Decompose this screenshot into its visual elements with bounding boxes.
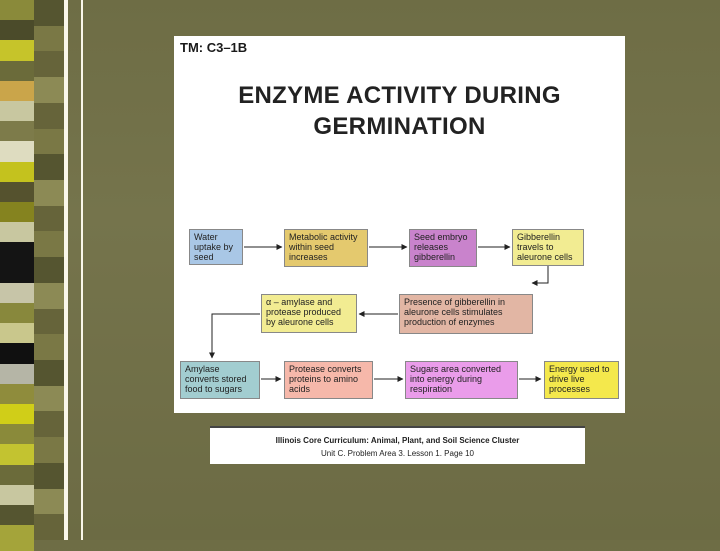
decorative-vertical-line	[64, 0, 68, 540]
stripe-square-right	[34, 77, 64, 103]
stripe-square	[0, 525, 34, 551]
stripe-square-right	[34, 463, 64, 489]
box-gibberellin-travels: Gibberellin travels to aleurone cells	[512, 229, 584, 266]
box-alpha-amylase: α – amylase and protease produced by aleurone cells	[261, 294, 357, 333]
stripe-square-right	[34, 206, 64, 232]
stripe-square-right	[34, 0, 64, 26]
box-seed-embryo: Seed embryo releases gibberellin	[409, 229, 477, 267]
stripe-square-right	[34, 489, 64, 515]
tm-label: TM: C3–1B	[180, 40, 248, 55]
box-metabolic-activity: Metabolic activity within seed increases	[284, 229, 368, 267]
title-line-1: ENZYME ACTIVITY DURING	[238, 82, 561, 109]
stripe-square-right	[34, 154, 64, 180]
box-energy-used: Energy used to drive live processes	[544, 361, 619, 399]
stripe-square-right	[34, 231, 64, 257]
stripe-square-right	[34, 309, 64, 335]
stripe-square-right	[34, 360, 64, 386]
stripe-square-right	[34, 283, 64, 309]
box-presence-gibberellin: Presence of gibberellin in aleurone cells stimulates production of enzymes	[399, 294, 533, 334]
box-water-uptake: Water uptake by seed	[189, 229, 243, 265]
stripe-square-right	[34, 334, 64, 360]
stripe-square-right	[34, 51, 64, 77]
stripe-square-right	[34, 180, 64, 206]
stripe-square-right	[34, 26, 64, 52]
title-line-2: GERMINATION	[313, 113, 486, 140]
arrow-gibberellin-to-presence	[532, 266, 548, 283]
footer-unit-reference: Unit C. Problem Area 3. Lesson 1. Page 10	[321, 449, 474, 458]
stripe-square-right	[34, 386, 64, 412]
arrow-alpha-to-amylase	[212, 314, 260, 358]
decorative-vertical-line-thin	[81, 0, 83, 540]
box-sugars-converted: Sugars area converted into energy during respiration	[405, 361, 518, 399]
stripe-square-right	[34, 514, 64, 540]
stripe-square-right	[34, 257, 64, 283]
stripe-square-right	[34, 103, 64, 129]
flow-arrows	[174, 36, 625, 413]
footer-curriculum-title: Illinois Core Curriculum: Animal, Plant, and Soil Science Cluster	[275, 436, 520, 445]
stripe-square-right	[34, 437, 64, 463]
footer-caption	[210, 426, 585, 464]
box-amylase-converts: Amylase converts stored food to sugars	[180, 361, 260, 399]
stripe-square-right	[34, 129, 64, 155]
decorative-stripe-bar	[0, 0, 34, 540]
stripe-square-right	[34, 411, 64, 437]
slide-image	[174, 36, 625, 413]
box-protease-converts: Protease converts proteins to amino acids	[284, 361, 373, 399]
